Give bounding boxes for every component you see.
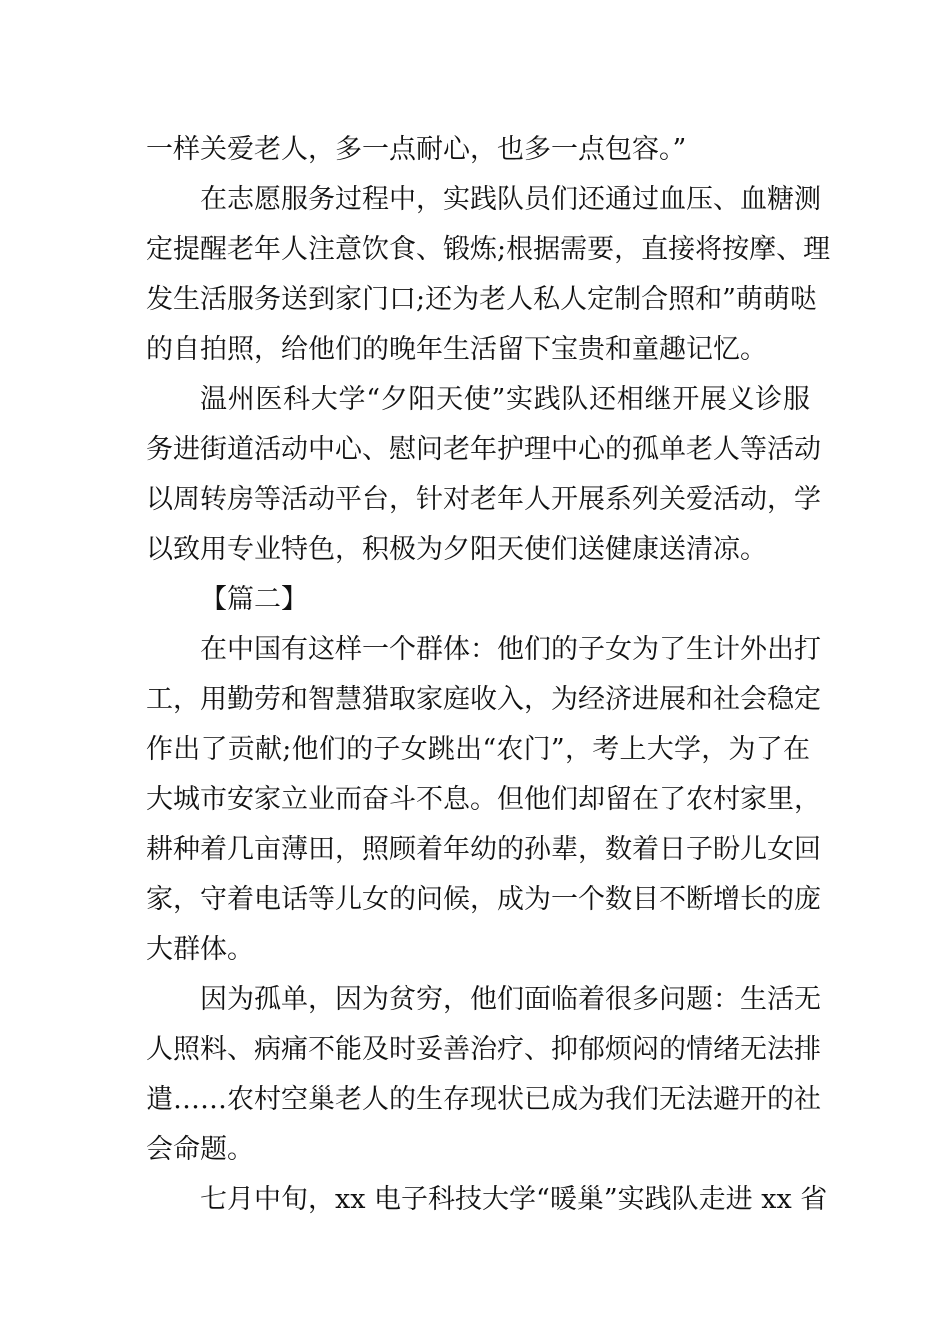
- text-line: 的自拍照，给他们的晚年生活留下宝贵和童趣记忆。: [146, 334, 767, 365]
- text-line: 工，用勤劳和智慧猎取家庭收入，为经济进展和社会稳定: [146, 684, 821, 715]
- paragraph-first-line: 在中国有这样一个群体：他们的子女为了生计外出打: [200, 634, 821, 665]
- text-line: 家，守着电话等儿女的问候，成为一个数目不断增长的庞: [146, 884, 821, 915]
- text-line: 遣……农村空巢老人的生存现状已成为我们无法避开的社: [146, 1084, 821, 1115]
- text-line: 一样关爱老人，多一点耐心，也多一点包容。”: [146, 134, 687, 165]
- text-line: 耕种着几亩薄田，照顾着年幼的孙辈，数着日子盼儿女回: [146, 834, 821, 865]
- text-line: 定提醒老年人注意饮食、锻炼;根据需要，直接将按摩、理: [146, 234, 831, 265]
- paragraph-first-line: 七月中旬，xx 电子科技大学“暖巢”实践队走进 xx 省: [200, 1184, 828, 1215]
- text-line: 务进街道活动中心、慰问老年护理中心的孤单老人等活动: [146, 434, 821, 465]
- text-line: 作出了贡献;他们的子女跳出“农门”，考上大学，为了在: [146, 734, 810, 765]
- text-line: 人照料、病痛不能及时妥善治疗、抑郁烦闷的情绪无法排: [146, 1034, 821, 1065]
- text-line: 发生活服务送到家门口;还为老人私人定制合照和”萌萌哒: [146, 284, 817, 315]
- paragraph-first-line: 在志愿服务过程中，实践队员们还通过血压、血糖测: [200, 184, 821, 215]
- text-line: 以致用专业特色，积极为夕阳天使们送健康送清凉。: [146, 534, 767, 565]
- paragraph-first-line: 因为孤单，因为贫穷，他们面临着很多问题：生活无: [200, 984, 821, 1015]
- section-heading: 【篇二】: [200, 584, 308, 615]
- paragraph-first-line: 温州医科大学“夕阳天使”实践队还相继开展义诊服: [200, 384, 810, 415]
- text-line: 大群体。: [146, 934, 254, 965]
- text-line: 会命题。: [146, 1134, 254, 1165]
- text-line: 以周转房等活动平台，针对老年人开展系列关爱活动，学: [146, 484, 821, 515]
- text-line: 大城市安家立业而奋斗不息。但他们却留在了农村家里，: [146, 784, 821, 815]
